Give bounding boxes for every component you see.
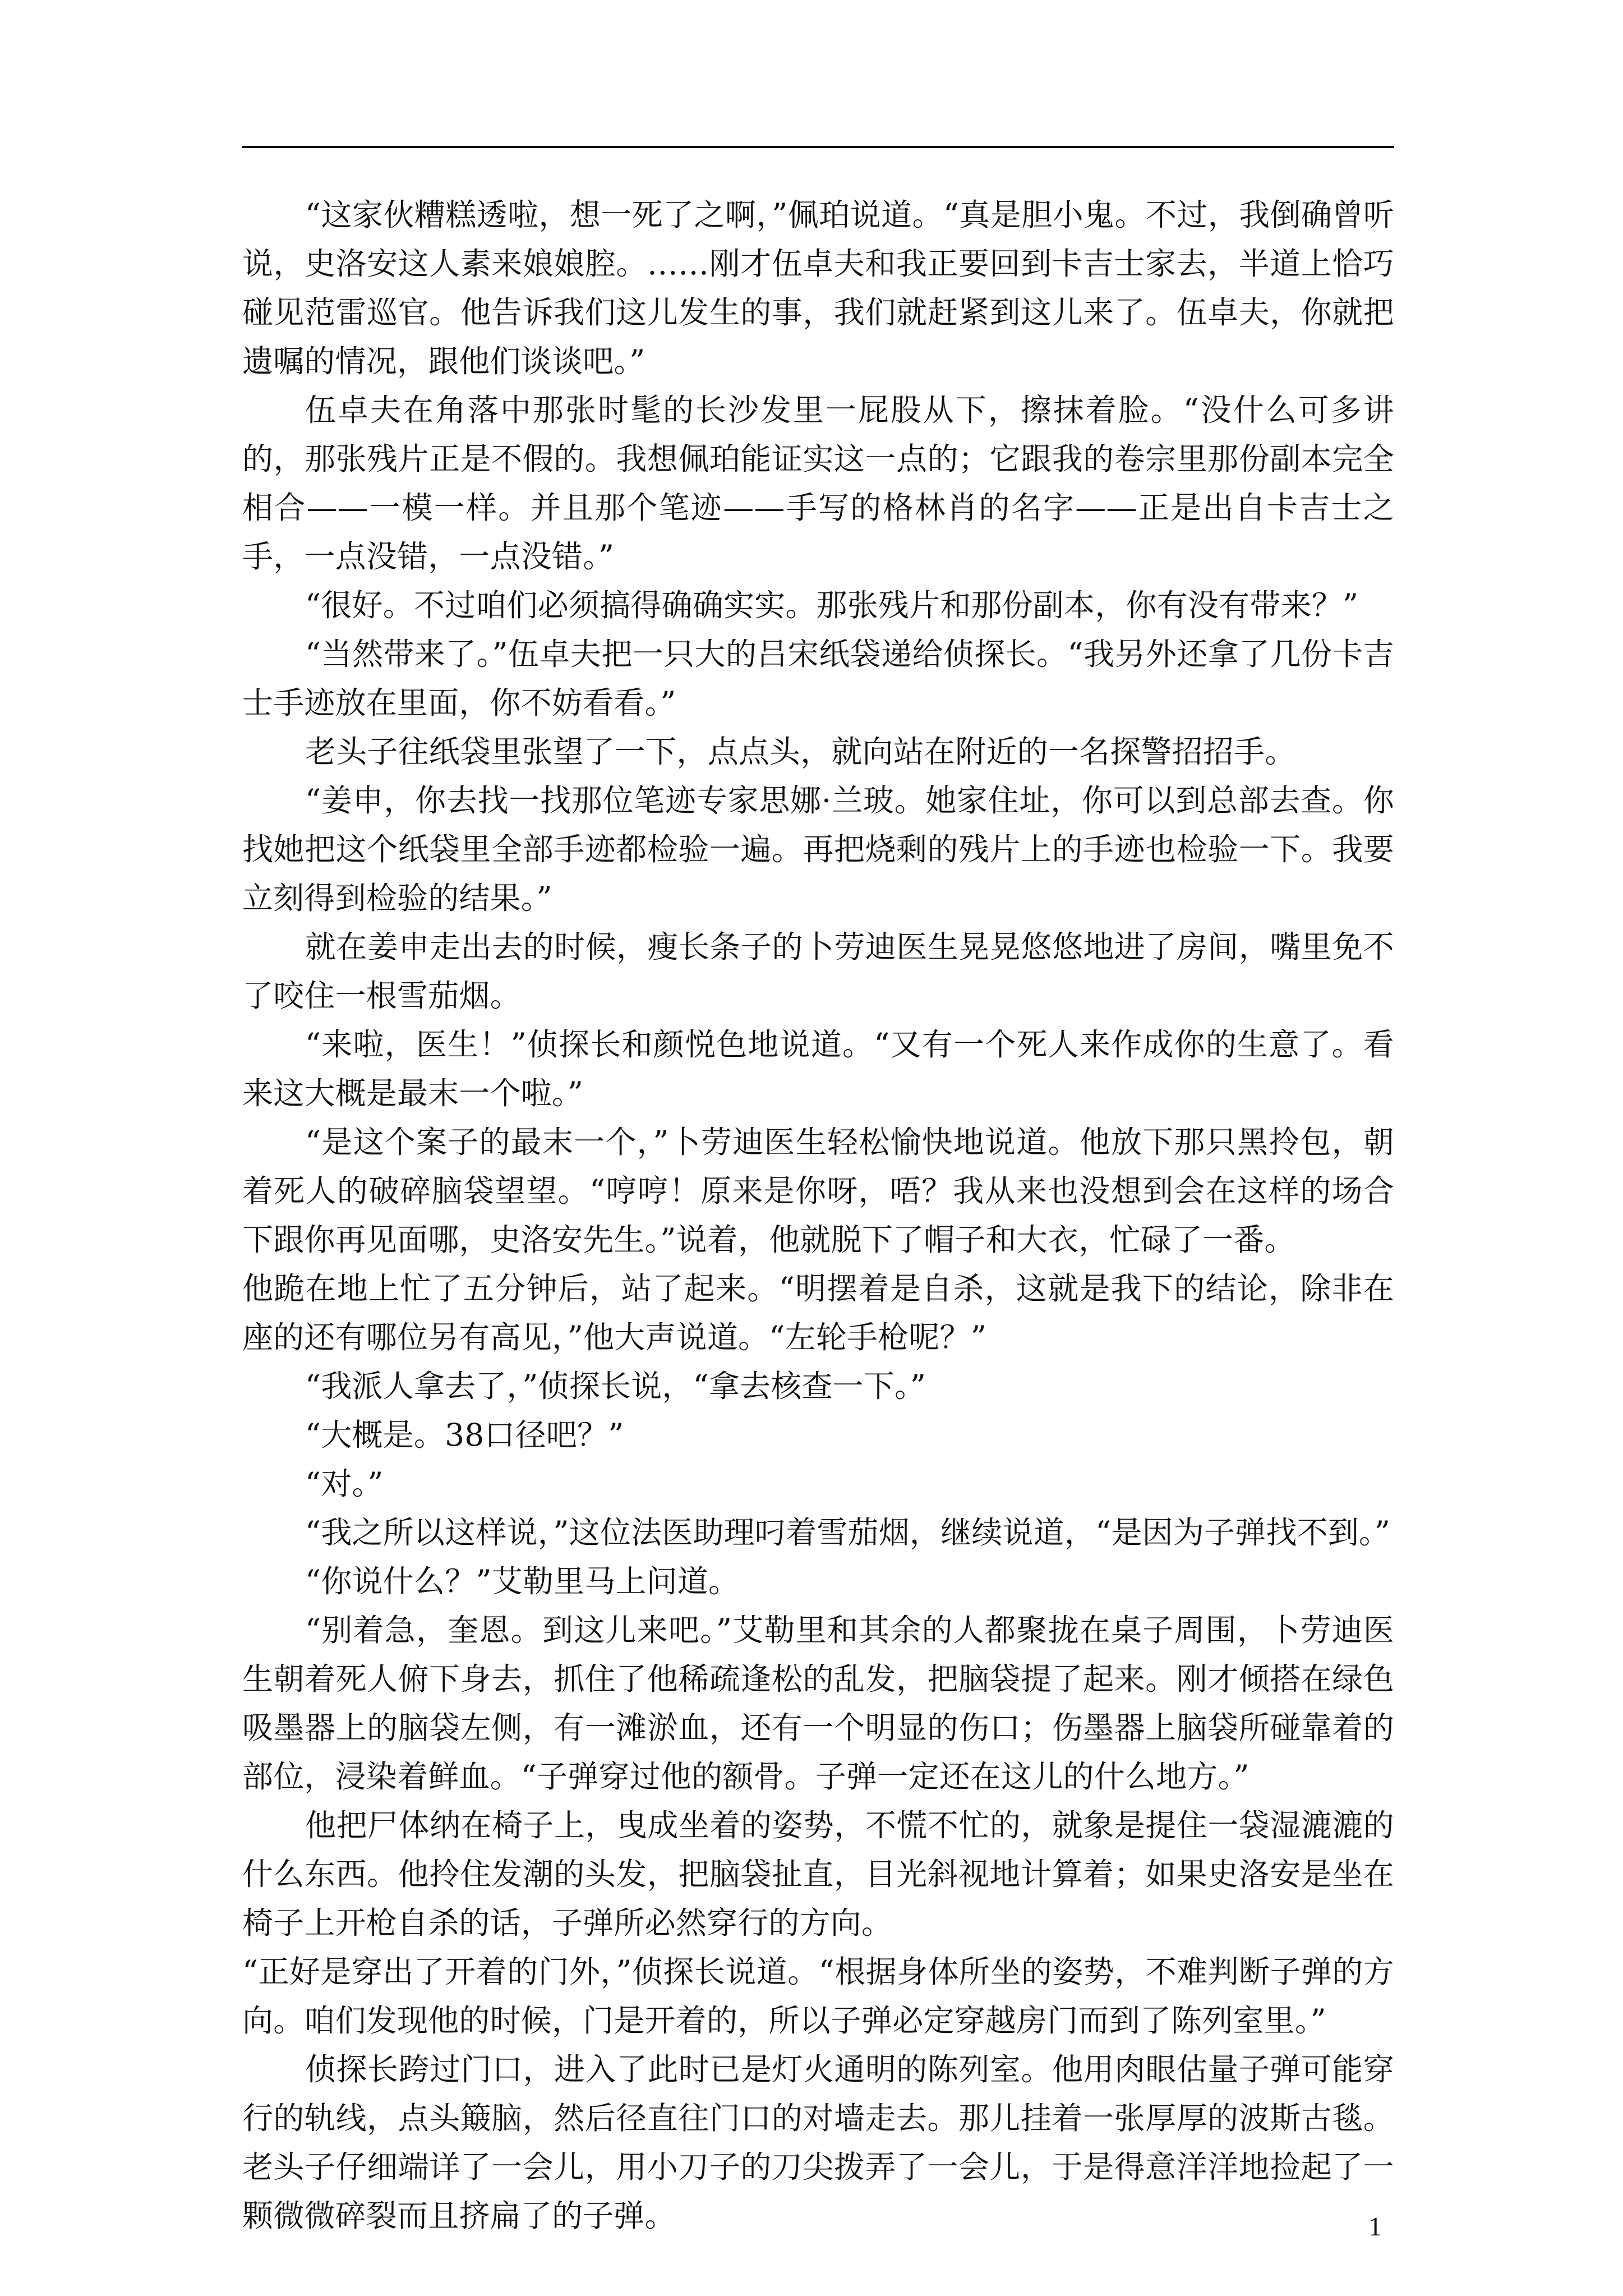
paragraph: “大概是。38口径吧？” (305, 1417, 624, 1453)
paragraph: “当然带来了。”伍卓夫把一只大的吕宋纸袋递给侦探长。“我另外还拿了几份卡吉士手迹放在里面，你不妨看看。” (242, 636, 1394, 721)
paragraph: “是这个案子的最末一个，”卜劳迪医生轻松愉快地说道。他放下那只黑拎包，朝着死人的破碎脑袋望望。“哼哼！原来是你呀，唔？我从来也没想到会在这样的场合下跟你再见面哪，史洛安先生。”说着，他就脱下了帽子和大衣，忙碌了一番。 (242, 1124, 1394, 1258)
paragraph: 侦探长跨过门口，进入了此时已是灯火通明的陈列室。他用肉眼估量子弹可能穿行的轨线，点头簸脑，然后径直往门口的对墙走去。那儿挂着一张厚厚的波斯古毯。老头子仔细端详了一会儿，用小刀子的刀尖拨弄了一会儿，于是得意洋洋地捡起了一颗微微碎裂而且挤扁了的子弹。 (242, 2051, 1394, 2234)
paragraph: 他跪在地上忙了五分钟后，站了起来。“明摆着是自杀，这就是我下的结论，除非在座的还有哪位另有高见，”他大声说道。“左轮手枪呢？” (242, 1271, 1394, 1355)
paragraph: “我之所以这样说，”这位法医助理叼着雪茄烟，继续说道，“是因为子弹找不到。” (305, 1515, 1391, 1550)
paragraph: 他把尸体纳在椅子上，曳成坐着的姿势，不慌不忙的，就象是提住一袋湿漉漉的什么东西。他拎住发潮的头发，把脑袋扯直，目光斜视地计算着；如果史洛安是坐在椅子上开枪自杀的话，子弹所必然穿行的方向。 (242, 1807, 1394, 1941)
paragraph: 就在姜申走出去的时候，瘦长条子的卜劳迪医生晃晃悠悠地进了房间，嘴里免不了咬住一根雪茄烟。 (242, 929, 1394, 1014)
paragraph: “正好是穿出了开着的门外，”侦探长说道。“根据身体所坐的姿势，不难判断子弹的方向。咱们发现他的时候，门是开着的，所以子弹必定穿越房门而到了陈列室里。” (242, 1954, 1394, 2039)
paragraph: “这家伙糟糕透啦，想一死了之啊，”佩珀说道。“真是胆小鬼。不过，我倒确曾听说，史洛安这人素来娘娘腔。……刚才伍卓夫和我正要回到卡吉士家去，半道上恰巧碰见范雷巡官。他告诉我们这儿发生的事，我们就赶紧到这儿来了。伍卓夫，你就把遗嘱的情况，跟他们谈谈吧。” (242, 197, 1394, 379)
paragraph: “很好。不过咱们必须搞得确确实实。那张残片和那份副本，你有没有带来？” (305, 587, 1359, 623)
paragraph: “你说什么？”艾勒里马上问道。 (305, 1563, 740, 1599)
paragraph: 伍卓夫在角落中那张时髦的长沙发里一屁股从下，擦抹着脸。“没什么可多讲的，那张残片正是不假的。我想佩珀能证实这一点的；它跟我的卷宗里那份副本完全相合——一模一样。并且那个笔迹——手写的格林肖的名字——正是出自卡吉士之手，一点没错，一点没错。” (242, 392, 1394, 574)
paragraph: “对。” (305, 1466, 384, 1502)
paragraph: “别着急，奎恩。到这儿来吧。”艾勒里和其余的人都聚拢在桌子周围，卜劳迪医生朝着死人俯下身去，抓住了他稀疏逢松的乱发，把脑袋提了起来。刚才倾搭在绿色吸墨器上的脑袋左侧，有一滩淤血，还有一个明显的伤口；伤墨器上脑袋所碰靠着的部位，浸染着鲜血。“子弹穿过他的额骨。子弹一定还在这儿的什么地方。” (242, 1612, 1394, 1795)
paragraph: 老头子往纸袋里张望了一下，点点头，就向站在附近的一名探警招招手。 (305, 734, 1296, 770)
page-number: 1 (1368, 2212, 1382, 2242)
paragraph: “我派人拿去了，”侦探长说，“拿去核查一下。” (305, 1368, 926, 1404)
paragraph: “姜申，你去找一找那位笔迹专家思娜·兰玻。她家住址，你可以到总部去查。你找她把这个纸袋里全部手迹都检验一遍。再把烧剩的残片上的手迹也检验一下。我要立刻得到检验的结果。” (242, 783, 1394, 916)
document-body (242, 191, 1394, 2240)
paragraph: “来啦，医生！”侦探长和颜悦色地说道。“又有一个死人来作成你的生意了。看来这大概是最末一个啦。” (242, 1027, 1394, 1111)
header-rule (242, 146, 1394, 148)
